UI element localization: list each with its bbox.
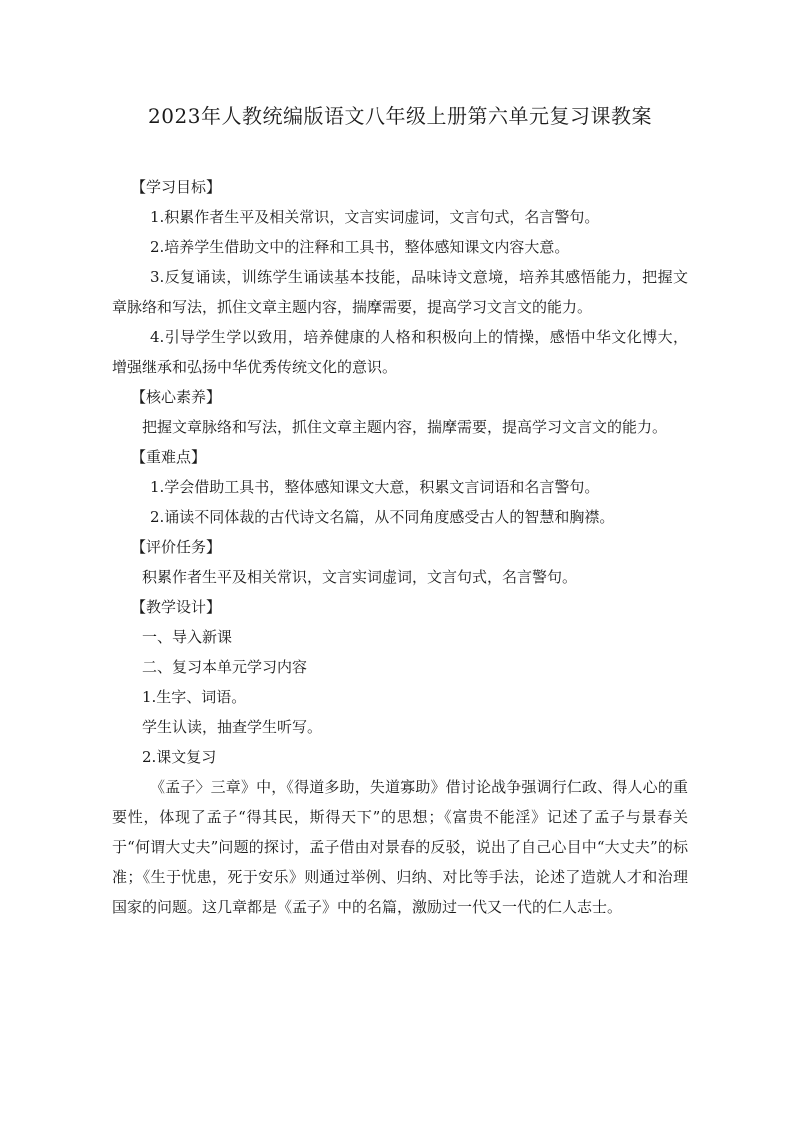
section-heading-evaluation: 【评价任务】 xyxy=(131,538,222,556)
core-text: 把握文章脉络和写法，抓住文章主题内容，揣摩需要，提高学习文言文的能力。 xyxy=(142,418,668,436)
section-heading-objectives: 【学习目标】 xyxy=(131,178,222,196)
design-line: 一、导入新课 xyxy=(142,628,233,646)
design-paragraph: 《孟子〉三章》中，《得道多助，失道寡助》借讨论战争强调行仁政、得人心的重要性，体现了孟子“得其民，斯得天下”的思想；《富贵不能淫》记述了孟子与景春关于“何谓大丈夫”问题的探讨，孟子借由对景春的反驳，说出了自己心目中“大丈夫”的标准；《生于忧患，死于安乐》则通过举例、归纳、对比等手法，论述了造就人才和治理国家的问题。这几章都是《孟子》中的名篇，激励过一代又一代的仁人志士。 xyxy=(112,778,688,916)
design-line: 2.课文复习 xyxy=(142,748,217,766)
key-point-item: 1.学会借助工具书，整体感知课文大意，积累文言词语和名言警句。 xyxy=(150,478,600,496)
document-title: 2023年人教统编版语文八年级上册第六单元复习课教案 xyxy=(148,104,652,128)
key-point-item: 2.诵读不同体裁的古代诗文名篇，从不同角度感受古人的智慧和胸襟。 xyxy=(150,508,615,526)
objective-item: 3.反复诵读，训练学生诵读基本技能，品味诗文意境，培养其感悟能力，把握文章脉络和写法，抓住文章主题内容，揣摩需要，提高学习文言文的能力。 xyxy=(112,268,688,316)
section-heading-design: 【教学设计】 xyxy=(131,598,222,616)
design-line: 学生认读，抽查学生听写。 xyxy=(142,718,323,736)
section-heading-core: 【核心素养】 xyxy=(131,388,222,406)
design-line: 二、复习本单元学习内容 xyxy=(142,658,308,676)
objective-item: 1.积累作者生平及相关常识，文言实词虚词，文言句式，名言警句。 xyxy=(150,208,600,226)
section-heading-key-points: 【重难点】 xyxy=(131,448,207,466)
document-body xyxy=(112,172,688,922)
design-line: 1.生字、词语。 xyxy=(142,688,247,706)
evaluation-text: 积累作者生平及相关常识，文言实词虚词，文言句式，名言警句。 xyxy=(142,568,578,586)
objective-item: 2.培养学生借助文中的注释和工具书，整体感知课文内容大意。 xyxy=(150,238,570,256)
objective-item: 4.引导学生学以致用，培养健康的人格和积极向上的情操，感悟中华文化博大，增强继承和弘扬中华优秀传统文化的意识。 xyxy=(112,328,688,376)
